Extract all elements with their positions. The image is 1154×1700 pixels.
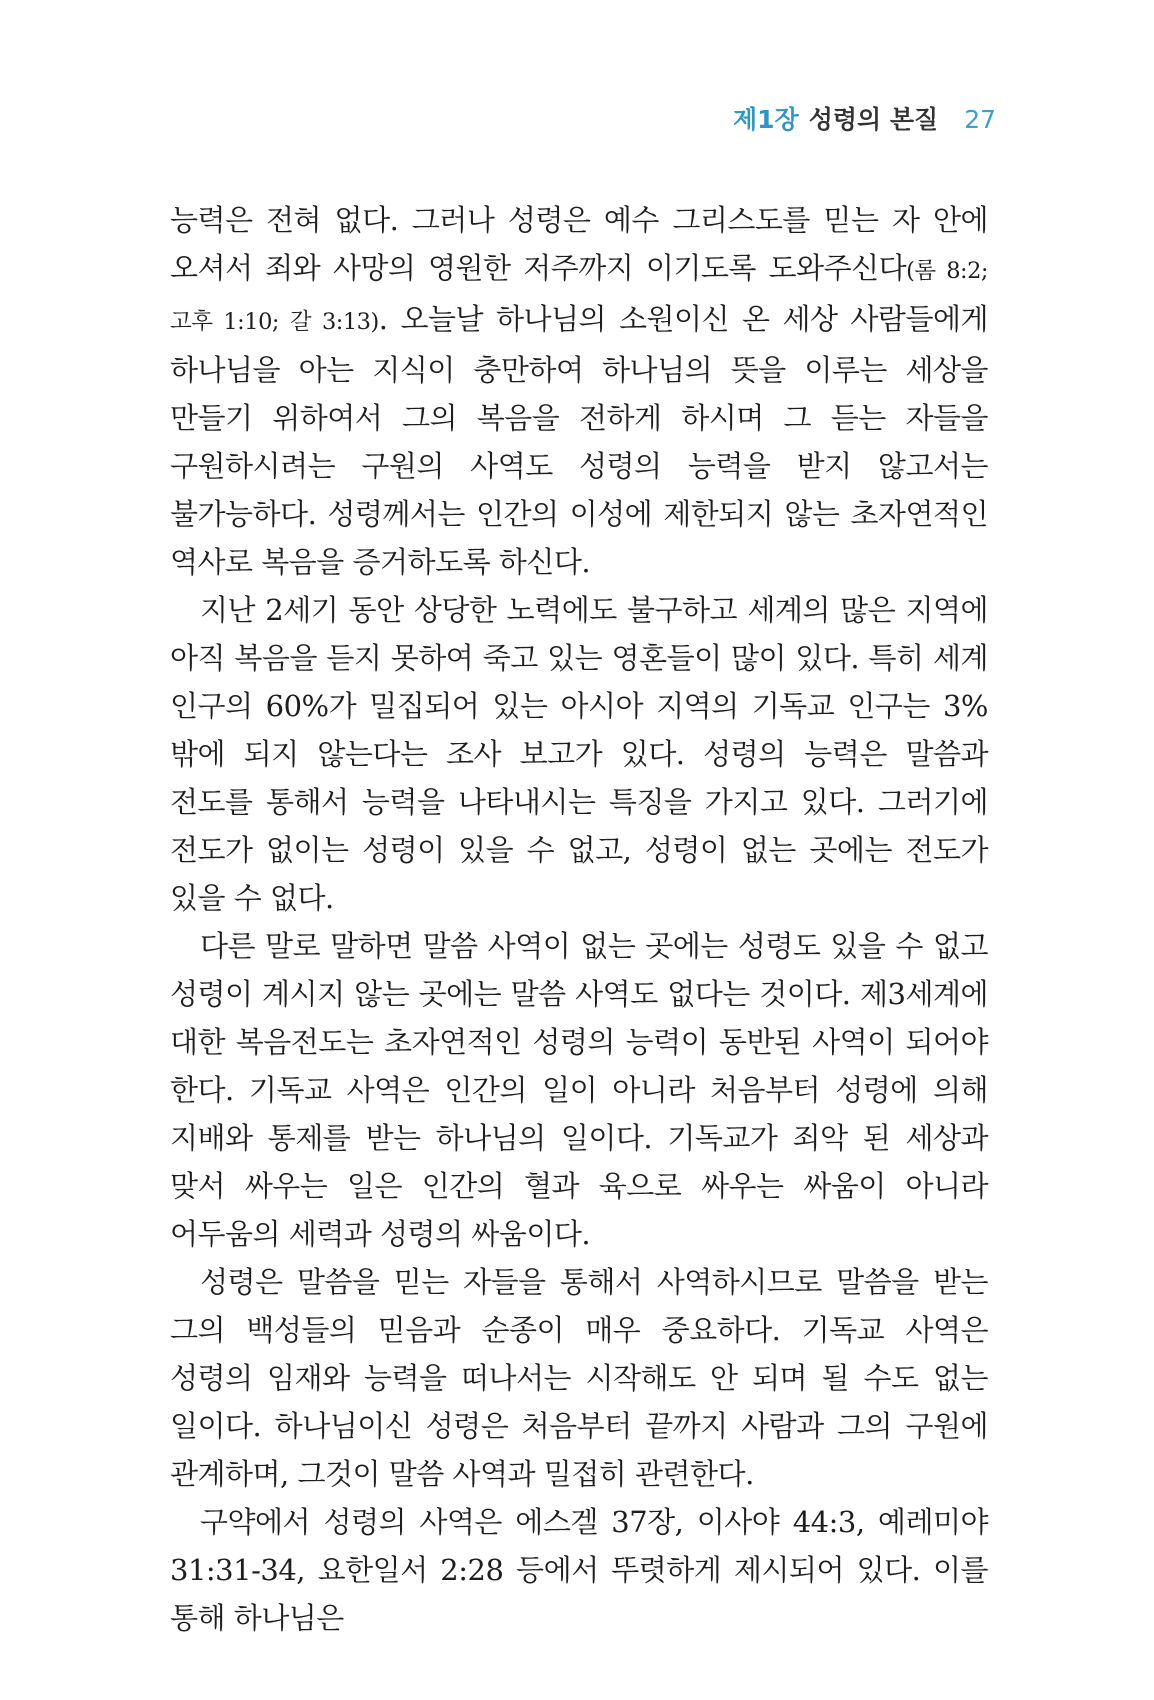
running-head (0, 100, 996, 136)
paragraph (170, 1498, 988, 1642)
paragraph-text: 능력은 전혀 없다. 그러나 성령은 예수 그리스도를 믿는 자 안에 오셔서 죄와 사망의 영원한 저주까지 이기도록 도와주신다 (170, 203, 988, 285)
paragraph-text: . 오늘날 하나님의 소원이신 온 세상 사람들에게 하나님을 아는 지식이 충만하여 하나님의 뜻을 이루는 세상을 만들기 위하여서 그의 복음을 전하게 하시며 그 듣는 자들을 구원하시려는 구원의 사역도 성령의 능력을 받지 않고서는 불가능하다. 성령께서는 인간의 이성에 제한되지 않는 초자연적인 역사로 복음을 증거하도록 하신다. (170, 302, 988, 579)
paragraph (170, 922, 988, 1258)
body-text (170, 196, 988, 1642)
chapter-label: 제1장 (733, 105, 799, 134)
paragraph (170, 196, 988, 586)
paragraph-text: 지난 2세기 동안 상당한 노력에도 불구하고 세계의 많은 지역에 아직 복음을 듣지 못하여 죽고 있는 영혼들이 많이 있다. 특히 세계 인구의 60%가 밀집되어 있는 아시아 지역의 기독교 인구는 3%밖에 되지 않는다는 조사 보고가 있다. 성령의 능력은 말씀과 전도를 통해서 능력을 나타내시는 특징을 가지고 있다. 그러기에 전도가 없이는 성령이 있을 수 없고, 성령이 없는 곳에는 전도가 있을 수 없다. (170, 593, 988, 915)
paragraph-text: 성령은 말씀을 믿는 자들을 통해서 사역하시므로 말씀을 받는 그의 백성들의 믿음과 순종이 매우 중요하다. 기독교 사역은 성령의 임재와 능력을 떠나서는 시작해도 안 되며 될 수도 없는 일이다. 하나님이신 성령은 처음부터 끝까지 사람과 그의 구원에 관계하며, 그것이 말씀 사역과 밀접히 관련한다. (170, 1265, 988, 1491)
paragraph (170, 1258, 988, 1498)
paragraph-text: 다른 말로 말하면 말씀 사역이 없는 곳에는 성령도 있을 수 없고 성령이 계시지 않는 곳에는 말씀 사역도 없다는 것이다. 제3세계에 대한 복음전도는 초자연적인 성령의 능력이 동반된 사역이 되어야 한다. 기독교 사역은 인간의 일이 아니라 처음부터 성령에 의해 지배와 통제를 받는 하나님의 일이다. 기독교가 죄악 된 세상과 맞서 싸우는 일은 인간의 혈과 육으로 싸우는 싸움이 아니라 어두움의 세력과 성령의 싸움이다. (170, 929, 988, 1251)
paragraph (170, 586, 988, 922)
page-number: 27 (964, 105, 996, 134)
chapter-title: 성령의 본질 (808, 105, 939, 134)
scripture-reference: (롬 8:2; 고후 1:10; 갈 3:13) (170, 258, 988, 335)
paragraph-text: 구약에서 성령의 사역은 에스겔 37장, 이사야 44:3, 예레미야 31:31-34, 요한일서 2:28 등에서 뚜렷하게 제시되어 있다. 이를 통해 하나님은 (170, 1505, 988, 1635)
